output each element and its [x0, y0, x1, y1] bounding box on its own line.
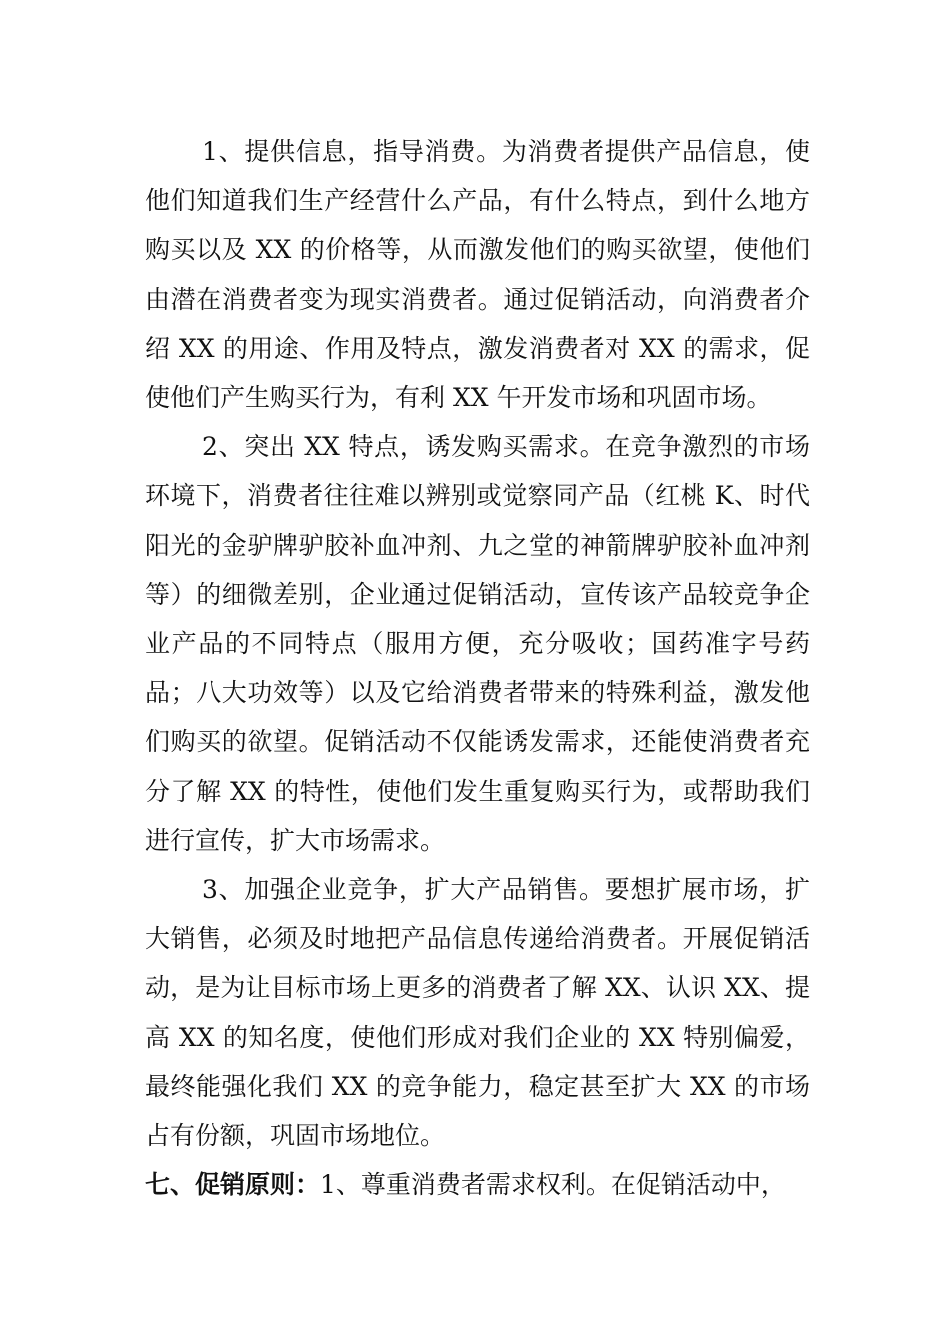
section-text: 1、尊重消费者需求权利。在促销活动中，: [320, 1170, 786, 1200]
paragraph-1: 1、提供信息，指导消费。为消费者提供产品信息，使他们知道我们生产经营什么产品，有什么特点，到什么地方购买以及 XX 的价格等，从而激发他们的购买欲望，使他们由潜在消费者变为现实消费者。通过促销活动，向消费者介绍 XX 的用途、作用及特点，激发消费者对 XX 的需求，促使他们产生购买行为，有利 XX 午开发市场和巩固市场。: [145, 137, 810, 413]
section-heading: 七、促销原则：: [145, 1170, 321, 1200]
paragraph-3: 3、加强企业竞争，扩大产品销售。要想扩展市场，扩大销售，必须及时地把产品信息传递给消费者。开展促销活动，是为让目标市场上更多的消费者了解 XX、认识 XX、提高 XX 的知名度，使他们形成对我们企业的 XX 特别偏爱，最终能强化我们 XX 的竞争能力，稳定甚至扩大 XX 的市场占有份额，巩固市场地位。: [145, 875, 810, 1151]
section-seven: [145, 1160, 810, 1209]
paragraph-2: 2、突出 XX 特点，诱发购买需求。在竞争激烈的市场环境下，消费者往往难以辨别或觉察同产品（红桃 K、时代阳光的金驴牌驴胶补血冲剂、九之堂的神箭牌驴胶补血冲剂等）的细微差别，企业通过促销活动，宣传该产品较竞争企业产品的不同特点（服用方便，充分吸收；国药准字号药品；八大功效等）以及它给消费者带来的特殊利益，激发他们购买的欲望。促销活动不仅能诱发需求，还能使消费者充分了解 XX 的特性，使他们发生重复购买行为，或帮助我们进行宣传，扩大市场需求。: [145, 432, 810, 855]
document-body: [145, 127, 810, 1209]
